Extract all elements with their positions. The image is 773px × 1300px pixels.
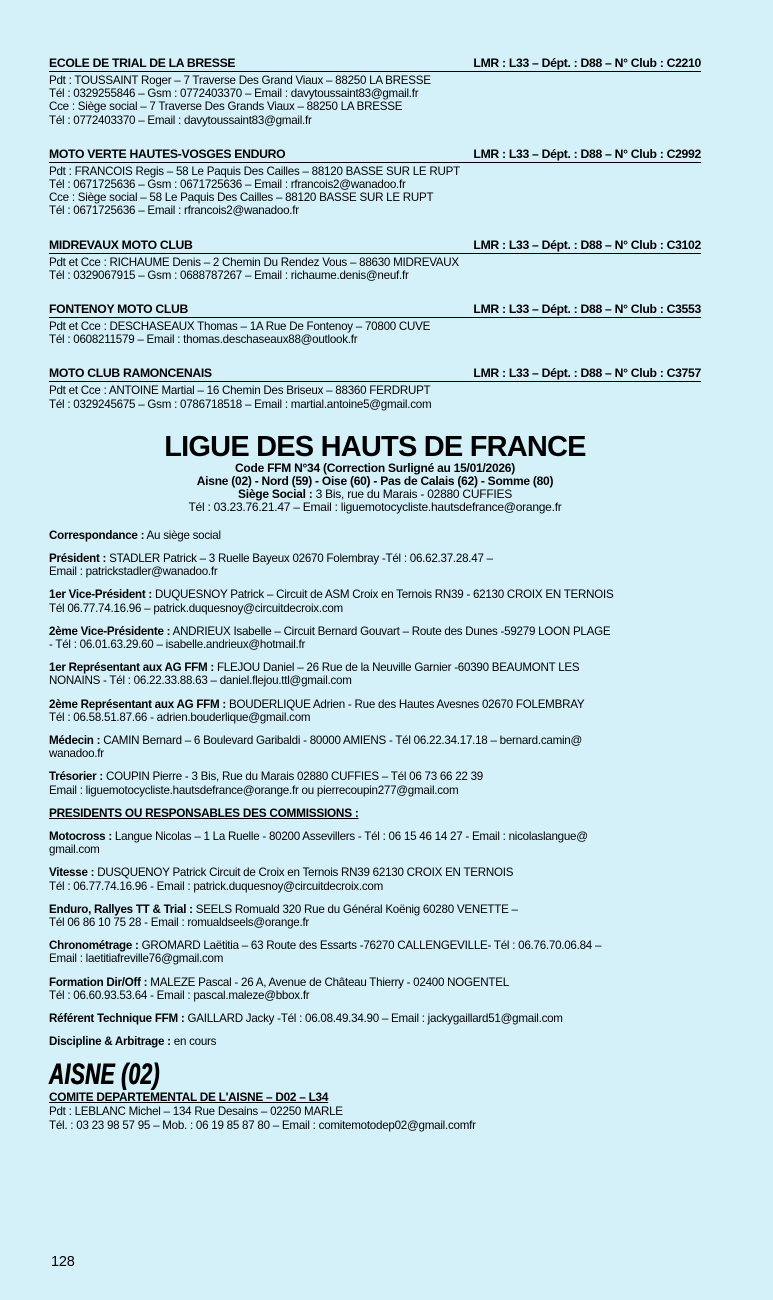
club-details <box>49 74 701 127</box>
club-header <box>49 239 701 254</box>
club-detail-line: Tél : 0671725636 – Gsm : 0671725636 – Email : rfrancois2@wanadoo.fr <box>49 178 406 192</box>
official-entry-label: 2ème Représentant aux AG FFM : <box>49 697 226 711</box>
club-detail-line: Cce : Siège social – 58 Le Paquis Des Cailles – 88120 BASSE SUR LE RUPT <box>49 191 434 205</box>
club-detail-line: Pdt et Cce : DESCHASEAUX Thomas – 1A Rue De Fontenoy – 70800 CUVE <box>49 320 431 334</box>
departement-lines <box>49 1105 701 1131</box>
ligue-contact-line: Tél : 03.23.76.21.47 – Email : liguemotocycliste.hautsdefrance@orange.fr <box>188 499 562 514</box>
departement-block <box>49 1058 701 1132</box>
commission-entry: Chronométrage : GROMARD Laëtitia – 63 Route des Essarts -76270 CALLENGEVILLE- Tél : 06.76.70.06.84 – Email : laetitiafreville76@gmail.com <box>49 939 602 966</box>
official-entry-label: Correspondance : <box>49 528 145 542</box>
official-entry: 1er Vice-Président : DUQUESNOY Patrick – Circuit de ASM Croix en Ternois RN39 - 62130 CROIX EN TERNOIS Tél 06.77.74.16.96 – patrick.duquesnoy@circuitdecroix.com <box>49 588 614 615</box>
club-details <box>49 384 701 410</box>
commission-entry-label: Formation Dir/Off : <box>49 975 148 989</box>
ligue-title: LIGUE DES HAUTS DE FRANCE <box>164 430 586 463</box>
club-header <box>49 148 701 163</box>
commissions-list <box>49 830 701 1048</box>
ligue-siege-line <box>49 488 701 501</box>
official-entry-label: Trésorier : <box>49 770 103 784</box>
departement-comite-heading: COMITE DEPARTEMENTAL DE L'AISNE – D02 – L34 <box>49 1090 329 1105</box>
club-ref: LMR : L33 – Dépt. : D88 – N° Club : C3553 <box>473 302 701 317</box>
commission-entry: Motocross : Langue Nicolas – 1 La Ruelle - 80200 Assevillers - Tél : 06 15 46 14 27 - Email : nicolaslangue@ gmail.com <box>49 829 588 857</box>
ligue-siege-label: Siège Social : <box>237 486 313 501</box>
commission-entry: Enduro, Rallyes TT & Trial : SEELS Romuald 320 Rue du Général Koënig 60280 VENETTE – Tél 06 86 10 75 28 - Email : romualdseels@orange.fr <box>49 902 518 929</box>
official-entry: 1er Représentant aux AG FFM : FLEJOU Daniel – 26 Rue de la Neuville Garnier -60390 BEAUMONT LES NONAINS - Tél : 06.22.33.88.63 – daniel.flejou.ttl@gmail.com <box>49 661 580 688</box>
club-ref: LMR : L33 – Dépt. : D88 – N° Club : C2210 <box>473 56 701 70</box>
commission-entry-label: Chronométrage : <box>49 939 139 953</box>
official-entry-label: 1er Vice-Président : <box>49 588 153 602</box>
club-detail-line: Tél : 0329067915 – Gsm : 0688787267 – Email : richaume.denis@neuf.fr <box>49 268 409 282</box>
departement-detail-line: Pdt : LEBLANC Michel – 134 Rue Desains – 02250 MARLE <box>49 1105 343 1119</box>
officials-list <box>49 529 701 797</box>
club-detail-line: Cce : Siège social – 7 Traverse Des Grands Viaux – 88250 LA BRESSE <box>49 100 403 114</box>
club-detail-line: Tél : 0772403370 – Email : davytoussaint83@gmail.fr <box>49 113 312 127</box>
official-entry: 2ème Vice-Présidente : ANDRIEUX Isabelle – Circuit Bernard Gouvart – Route des Dunes -59279 LOON PLAGE - Tél : 06.01.63.29.60 – isabelle.andrieux@hotmail.fr <box>49 624 611 652</box>
official-entry-label: Médecin : <box>49 734 101 748</box>
club-name: ECOLE DE TRIAL DE LA BRESSE <box>49 56 236 70</box>
commission-entry: Vitesse : DUSQUENOY Patrick Circuit de Croix en Ternois RN39 62130 CROIX EN TERNOIS Tél : 06.77.74.16.96 - Email : patrick.duquesnoy@circuitdecroix.com <box>49 866 514 893</box>
club-details <box>49 320 701 346</box>
club-detail-line: Pdt et Cce : ANTOINE Martial – 16 Chemin Des Briseux – 88360 FERDRUPT <box>49 384 431 398</box>
official-entry: 2ème Représentant aux AG FFM : BOUDERLIQUE Adrien - Rue des Hautes Avesnes 02670 FOLEMBRAY Tél : 06.58.51.87.66 - adrien.bouderlique@gmail.com <box>49 697 585 724</box>
club-detail-line: Tél : 0329255846 – Gsm : 0772403370 – Email : davytoussaint83@gmail.fr <box>49 87 419 101</box>
club-ref: LMR : L33 – Dépt. : D88 – N° Club : C2992 <box>473 146 701 161</box>
club-header <box>49 303 701 318</box>
official-entry-label: 1er Représentant aux AG FFM : <box>49 661 214 675</box>
commission-entry-label: Référent Technique FFM : <box>49 1011 185 1025</box>
page-content <box>49 57 701 1132</box>
club-name: MIDREVAUX MOTO CLUB <box>49 237 193 252</box>
commission-entry-label: Vitesse : <box>49 866 95 880</box>
ligue-siege-value: 3 Bis, rue du Marais - 02880 CUFFIES <box>312 486 513 501</box>
club-detail-line: Tél : 0608211579 – Email : thomas.deschaseaux88@outlook.fr <box>49 333 358 347</box>
official-entry: Médecin : CAMIN Bernard – 6 Boulevard Garibaldi - 80000 AMIENS - Tél 06.22.34.17.18 – bernard.camin@ wanadoo.fr <box>49 734 583 761</box>
commission-entry: Formation Dir/Off : MALEZE Pascal - 26 A, Avenue de Château Thierry - 02400 NOGENTEL Tél : 06.60.93.53.64 - Email : pascal.maleze@bbox.fr <box>49 975 509 1002</box>
club-detail-line: Pdt : TOUSSAINT Roger – 7 Traverse Des Grand Viaux – 88250 LA BRESSE <box>49 74 431 87</box>
club-entry <box>49 57 701 127</box>
club-entry <box>49 367 701 410</box>
official-entry-label: 2ème Vice-Présidente : <box>49 624 171 638</box>
club-name: FONTENOY MOTO CLUB <box>49 302 189 317</box>
page-number: 128 <box>51 1254 75 1270</box>
club-header <box>49 57 701 72</box>
commission-entry-label: Motocross : <box>49 829 112 843</box>
club-detail-line: Pdt et Cce : RICHAUME Denis – 2 Chemin Du Rendez Vous – 88630 MIDREVAUX <box>49 255 459 269</box>
club-ref: LMR : L33 – Dépt. : D88 – N° Club : C3757 <box>473 366 701 381</box>
commission-entry: Discipline & Arbitrage : en cours <box>49 1035 217 1049</box>
official-entry-label: Président : <box>49 552 107 566</box>
club-details <box>49 165 701 218</box>
club-entry <box>49 303 701 346</box>
commissions-heading: PRESIDENTS OU RESPONSABLES DES COMMISSIONS : <box>49 805 359 820</box>
ligue-code-line: Code FFM N°34 (Correction Surligné au 15/01/2026) <box>235 460 515 475</box>
club-name: MOTO CLUB RAMONCENAIS <box>49 366 212 381</box>
club-detail-line: Pdt : FRANCOIS Regis – 58 Le Paquis Des Cailles – 88120 BASSE SUR LE RUPT <box>49 164 460 178</box>
club-details <box>49 256 701 282</box>
official-entry: Président : STADLER Patrick – 3 Ruelle Bayeux 02670 Folembray -Tél : 06.62.37.28.47 – Email : patrickstadler@wanadoo.fr <box>49 552 493 579</box>
commission-entry: Référent Technique FFM : GAILLARD Jacky -Tél : 06.08.49.34.90 – Email : jackygaillard51@gmail.com <box>49 1011 563 1025</box>
club-ref: LMR : L33 – Dépt. : D88 – N° Club : C3102 <box>473 237 701 252</box>
club-detail-line: Tél : 0671725636 – Email : rfrancois2@wanadoo.fr <box>49 204 299 218</box>
club-entry <box>49 239 701 282</box>
official-entry: Trésorier : COUPIN Pierre - 3 Bis, Rue du Marais 02880 CUFFIES – Tél 06 73 66 22 39 Email : liguemotocycliste.hautsdefrance@orange.fr ou pierrecoupin277@gmail.com <box>49 770 483 797</box>
club-header <box>49 367 701 382</box>
ligue-header-block <box>49 432 701 514</box>
club-entry <box>49 148 701 218</box>
official-entry: Correspondance : Au siège social <box>49 528 221 542</box>
ligue-departments-line: Aisne (02) - Nord (59) - Oise (60) - Pas de Calais (62) - Somme (80) <box>196 473 554 488</box>
commission-entry-label: Enduro, Rallyes TT & Trial : <box>49 902 193 916</box>
club-name: MOTO VERTE HAUTES-VOSGES ENDURO <box>49 146 286 161</box>
departement-title: AISNE (02) <box>49 1058 160 1092</box>
commission-entry-label: Discipline & Arbitrage : <box>49 1035 171 1049</box>
departement-detail-line: Tél. : 03 23 98 57 95 – Mob. : 06 19 85 87 80 – Email : comitemotodep02@gmail.comfr <box>49 1118 476 1132</box>
club-detail-line: Tél : 0329245675 – Gsm : 0786718518 – Email : martial.antoine5@gmail.com <box>49 397 432 411</box>
clubs-list <box>49 57 701 411</box>
